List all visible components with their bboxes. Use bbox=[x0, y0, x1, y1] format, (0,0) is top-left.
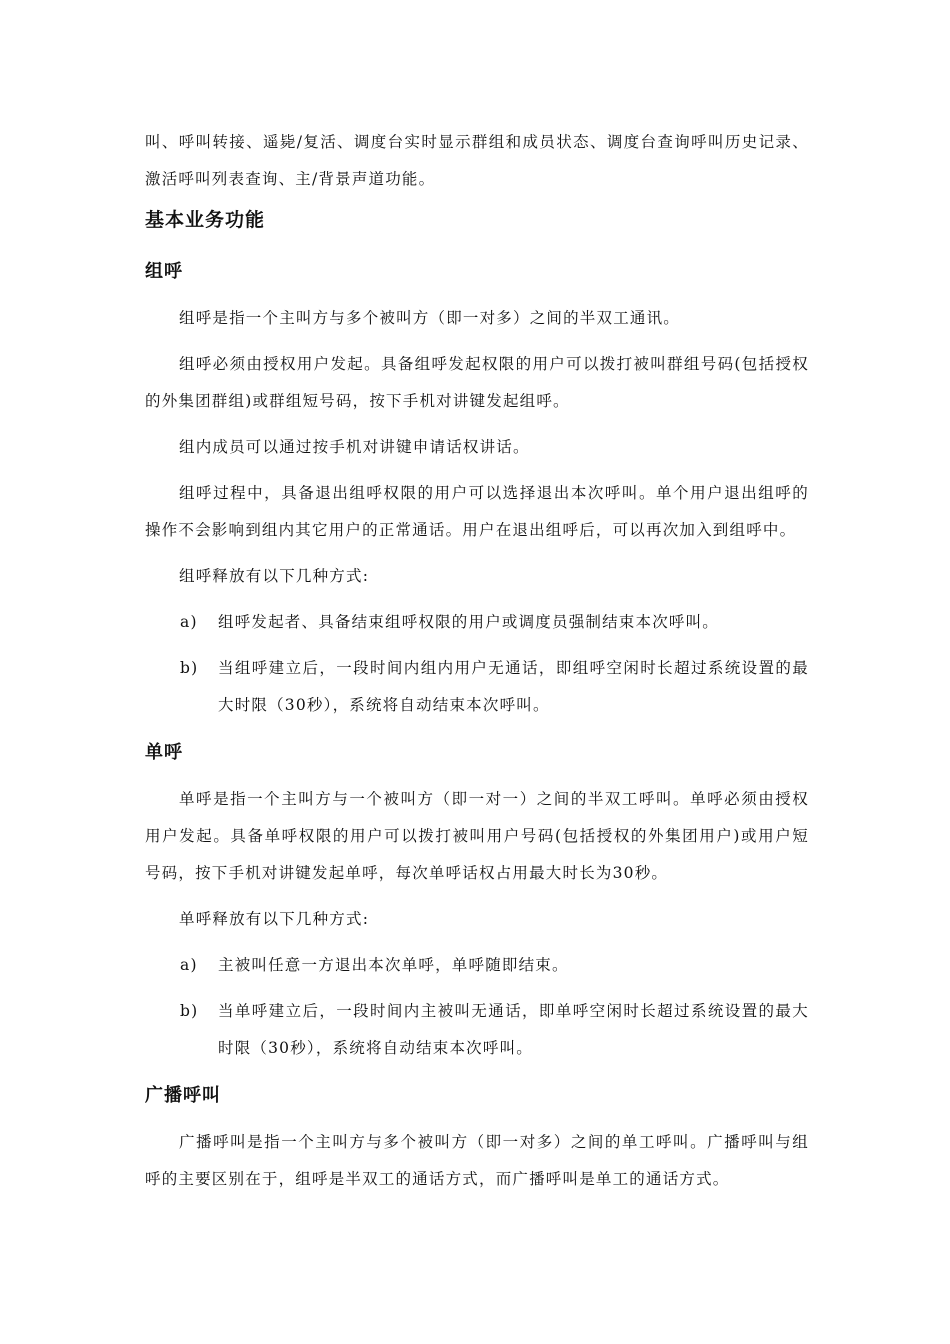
group-call-initiation: 组呼必须由授权用户发起。具备组呼发起权限的用户可以拨打被叫群组号码(包括授权的外集团群组)或群组短号码，按下手机对讲键发起组呼。 bbox=[145, 355, 809, 410]
list-marker: a) bbox=[180, 613, 198, 631]
group-call-heading: 组呼 bbox=[145, 261, 183, 282]
list-item bbox=[145, 993, 809, 1067]
list-item bbox=[145, 650, 809, 724]
single-call-definition: 单呼是指一个主叫方与一个被叫方（即一对一）之间的半双工呼叫。单呼必须由授权用户发起。具备单呼权限的用户可以拨打被叫用户号码(包括授权的外集团用户)或用户短号码，按下手机对讲键发起单呼，每次单呼话权占用最大时长为30秒。 bbox=[145, 790, 809, 882]
list-marker: a) bbox=[180, 956, 198, 974]
single-call-heading: 单呼 bbox=[145, 742, 183, 763]
broadcast-call-heading: 广播呼叫 bbox=[145, 1085, 221, 1106]
intro-paragraph: 叫、呼叫转接、遥毙/复活、调度台实时显示群组和成员状态、调度台查询呼叫历史记录、激活呼叫列表查询、主/背景声道功能。 bbox=[145, 133, 809, 188]
list-item bbox=[145, 604, 809, 641]
list-item-text: 组呼发起者、具备结束组呼权限的用户或调度员强制结束本次呼叫。 bbox=[218, 613, 720, 631]
section-heading: 基本业务功能 bbox=[145, 209, 266, 231]
single-call-release-intro: 单呼释放有以下几种方式: bbox=[179, 910, 370, 928]
group-call-release-intro: 组呼释放有以下几种方式: bbox=[179, 567, 370, 585]
group-call-talk-right: 组内成员可以通过按手机对讲键申请话权讲话。 bbox=[179, 438, 530, 456]
list-item-text: 当单呼建立后，一段时间内主被叫无通话，即单呼空闲时长超过系统设置的最大时限（30秒），系统将自动结束本次呼叫。 bbox=[218, 1002, 809, 1057]
list-item-text: 当组呼建立后，一段时间内组内用户无通话，即组呼空闲时长超过系统设置的最大时限（30秒），系统将自动结束本次呼叫。 bbox=[218, 659, 809, 714]
list-item-text: 主被叫任意一方退出本次单呼，单呼随即结束。 bbox=[218, 956, 569, 974]
broadcast-call-definition: 广播呼叫是指一个主叫方与多个被叫方（即一对多）之间的单工呼叫。广播呼叫与组呼的主要区别在于，组呼是半双工的通话方式，而广播呼叫是单工的通话方式。 bbox=[145, 1133, 809, 1188]
document-body bbox=[145, 124, 809, 1207]
list-marker: b) bbox=[180, 659, 199, 677]
group-call-definition: 组呼是指一个主叫方与多个被叫方（即一对多）之间的半双工通讯。 bbox=[179, 309, 681, 327]
group-call-exit: 组呼过程中，具备退出组呼权限的用户可以选择退出本次呼叫。单个用户退出组呼的操作不会影响到组内其它用户的正常通话。用户在退出组呼后，可以再次加入到组呼中。 bbox=[145, 484, 809, 539]
list-item bbox=[145, 947, 809, 984]
list-marker: b) bbox=[180, 1002, 199, 1020]
